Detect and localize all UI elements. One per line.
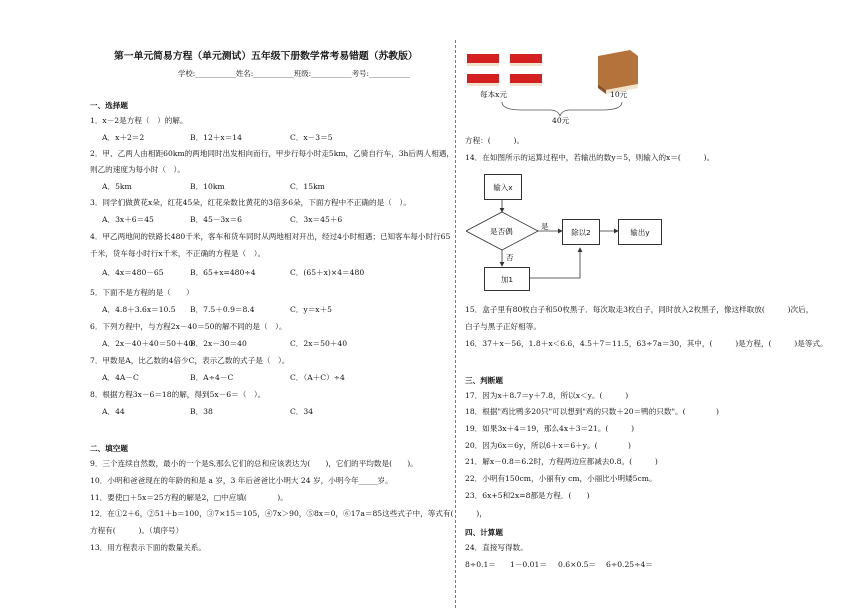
q2-option-b: B．10km xyxy=(190,182,225,191)
question-23: 23．6x+5和2x=8都是方程．( ) xyxy=(465,491,590,500)
q1-option-a: A．x＋2＝2 xyxy=(102,133,145,142)
student-info-line: 学校:___________姓名:___________班级:___________考号:___________ xyxy=(178,69,410,78)
q8-option-b: B．38 xyxy=(190,407,213,416)
q6-option-c: C．2x＝50＋40 xyxy=(290,339,348,348)
flow-arrow xyxy=(530,248,580,278)
question-2-line1: 2．甲、乙两人由相距60km的两地同时出发相向而行，甲步行每小时走5km，乙骑自行车，3h后两人相遇， xyxy=(90,149,454,158)
question-1: 1．x－2是方程（ ）的解。 xyxy=(90,116,188,125)
red-book-icon xyxy=(467,74,499,86)
section-heading-judge: 三、判断题 xyxy=(465,376,503,385)
question-13: 13．用方程表示下面的数量关系。 xyxy=(90,543,206,552)
q3-option-b: B．45－3x＝6 xyxy=(190,215,242,224)
question-2-line2: 则乙的速度为每小时（ ）。 xyxy=(90,165,185,174)
question-4-line2: 千米，货车每小时行x千米，不正确的方程是（ ）。 xyxy=(90,249,266,258)
label-big-book-price: 10元 xyxy=(610,90,628,99)
question-5: 5．下面不是方程的是（ ） xyxy=(90,288,194,297)
flow-no-label: 否 xyxy=(506,253,514,262)
question-6: 6．下列方程中，与方程2x－40＝50的解不同的是（ ）。 xyxy=(90,322,287,331)
red-book-icon xyxy=(510,74,542,86)
question-19: 19．如果3x＋4＝19，那么4x＋3＝21。( ) xyxy=(465,424,635,433)
question-9: 9．三个连续自然数，最小的一个是S,那么它们的总和应该表达为( )，它们的平均数是( )。 xyxy=(90,459,418,468)
question-22: 22．小明有150cm，小丽有y cm，小丽比小明矮5cm。 xyxy=(465,474,657,483)
question-14: 14．在如图所示的运算过程中，若输出的数y＝5，则输入的x＝( )。 xyxy=(465,153,715,162)
red-book-icon xyxy=(510,54,542,66)
question-20: 20．因为6x＝6y，所以6＋x＝6＋y。( ) xyxy=(465,441,631,450)
q1-option-b: B．12＋x＝14 xyxy=(190,133,242,142)
flow-output-box xyxy=(618,219,662,245)
q4-option-b: B．65+x=480÷4 xyxy=(190,268,256,277)
q13-answer-line: 方程：( )。 xyxy=(465,136,525,145)
red-book-icon xyxy=(467,54,499,66)
flow-decision-label: 是否偶 xyxy=(490,227,513,236)
question-18: 18．根据"鸡比鸭多20只"可以想到"鸡的只数＋20＝鸭的只数"。( ) xyxy=(465,407,719,416)
question-15-line2: 白子与黑子正好相等。 xyxy=(465,322,541,331)
question-7: 7．甲数是A，比乙数的4倍少C，表示乙数的式子是（ ）。 xyxy=(90,356,290,365)
question-17: 17．因为x＋8.7＝y＋7.8，所以x＜y。( ) xyxy=(465,391,629,400)
label-total-price: 40元 xyxy=(552,116,570,125)
page-title: 第一单元简易方程（单元测试）五年级下册数学常考易错题（苏教版） xyxy=(114,51,418,62)
q4-option-a: A．4x＝480－65 xyxy=(102,268,164,277)
flow-yes-label: 是 xyxy=(541,222,549,231)
flow-add-box xyxy=(484,267,530,291)
q6-option-b: B．2x－30＝40 xyxy=(190,339,247,348)
q1-option-c: C．x－3＝5 xyxy=(290,133,333,142)
q2-option-c: C．15km xyxy=(290,182,325,191)
question-11: 11．要使□＋5x＝25方程的解是2，□中应填( )。 xyxy=(90,493,288,502)
question-4-line1: 4．甲乙两地间的铁路长480千米，客车和货车同时从两地相对开出，经过4小时相遇；已知客车每小时行65 xyxy=(90,232,451,241)
question-10: 10．小明和爸爸现在的年龄的和是 a 岁，3 年后爸爸比小明大 24 岁，小明今年_____岁。 xyxy=(90,476,393,485)
question-24: 24．直接写得数。 xyxy=(465,543,528,552)
section-heading-fill: 二、填空题 xyxy=(90,444,128,453)
calc-item: 1－0.01＝ xyxy=(510,560,547,569)
calc-item: 0.6×0.5＝ xyxy=(558,560,597,569)
question-21: 21．解x－0.8＝6.2时，方程两边应都减去0.8。( ) xyxy=(465,457,658,466)
flow-divide-label: 除以2 xyxy=(571,227,591,237)
q4-option-c: C．(65＋x)×4＝480 xyxy=(290,268,365,277)
section-heading-calc: 四、计算题 xyxy=(465,528,503,537)
q6-option-a: A．2x－40＋40＝50＋40 xyxy=(102,339,194,348)
q5-option-c: C．y＝x＋5 xyxy=(290,305,332,314)
label-each-price: 每本x元 xyxy=(480,90,508,99)
q5-option-b: B．7.5＋0.9＝8.4 xyxy=(190,305,255,314)
section-heading-choice: 一、选择题 xyxy=(90,101,128,110)
question-3: 3．同学们做黄花x朵，红花45朵，红花朵数比黄花的3倍多6朵，下面方程中不正确的是（ ）。 xyxy=(90,198,411,207)
flow-divide-box xyxy=(562,219,600,245)
q7-option-c: C．（A＋C）÷4 xyxy=(290,373,345,382)
q7-option-b: B．A÷4－C xyxy=(190,373,234,382)
brown-book-icon xyxy=(598,50,638,94)
q8-option-c: C．34 xyxy=(290,407,314,416)
q2-option-a: A．5km xyxy=(102,182,132,191)
total-brace xyxy=(502,102,622,116)
calc-item: 6÷0.25÷4＝ xyxy=(606,560,653,569)
question-8: 8．根据方程3x－6＝18的解，得到5x－6＝（ ）。 xyxy=(90,390,266,399)
question-16: 16．37＋x－56，1.8＋x＜6.6，4.5＋7＝11.5，63÷7a＝30，其中，( )是方程，( )是等式。 xyxy=(465,339,828,348)
question-12-line1: 12．在①2＋6，②51＋b＝100，③7×15＝105，④7x＞90，⑤8x＝0，⑥17a＝85这些式子中，等式有( )， xyxy=(90,509,487,518)
q7-option-a: A．4A－C xyxy=(102,373,139,382)
q3-option-c: C．3x＝45＋6 xyxy=(290,215,343,224)
flow-input-box xyxy=(484,174,522,200)
q8-option-a: A．44 xyxy=(102,407,125,416)
calc-item: 8÷0.1＝ xyxy=(465,560,496,569)
flow-input-label: 输入x xyxy=(493,182,513,192)
flow-add-label: 加1 xyxy=(500,274,514,284)
q3-option-a: A．3x＋6＝45 xyxy=(102,215,154,224)
question-12-line2: 方程有( )。（填序号） xyxy=(90,526,184,535)
flow-output-label: 输出y xyxy=(630,227,650,237)
q5-option-a: A．4.8＋3.6x＝10.5 xyxy=(102,305,176,314)
question-15-line1: 15．盒子里有80枚白子和50枚黑子．每次取走3枚白子，同时放入2枚黑子，像这样取放( )次后， xyxy=(465,305,814,314)
column-divider xyxy=(455,40,456,608)
